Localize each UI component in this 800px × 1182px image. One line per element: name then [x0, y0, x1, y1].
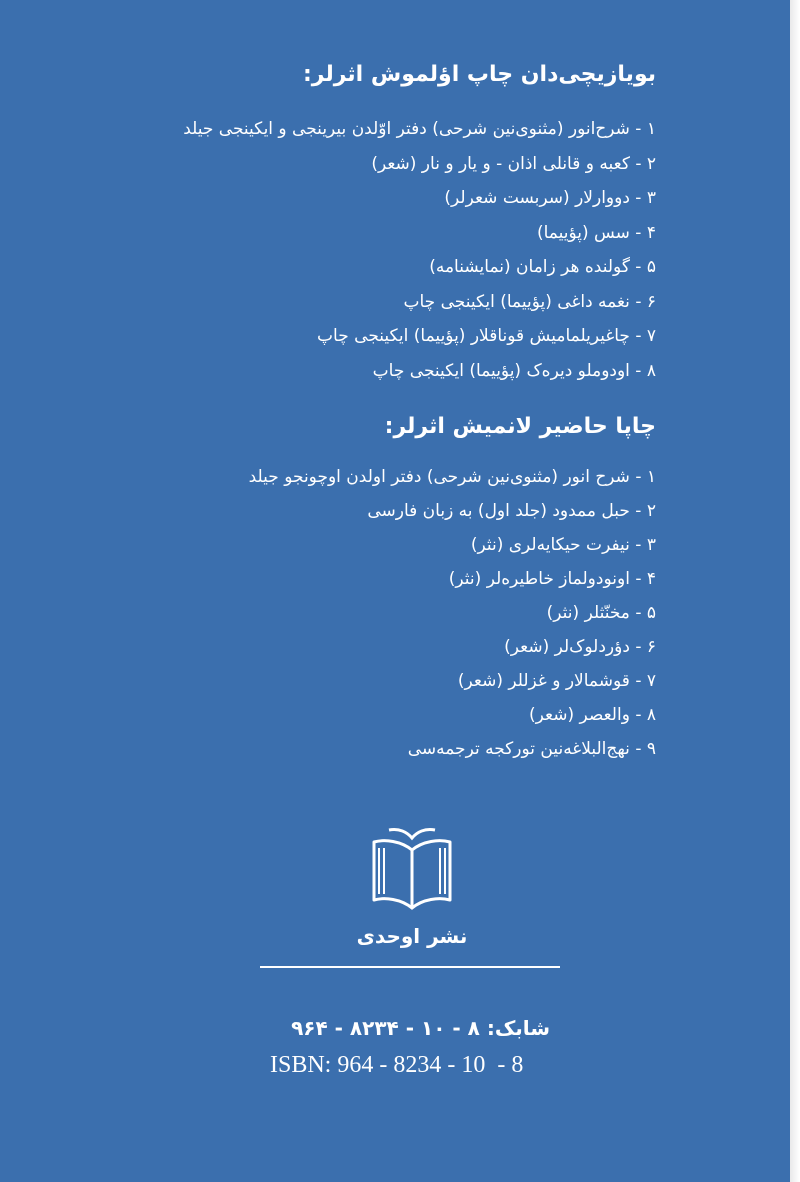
published-works-list — [183, 112, 656, 388]
list-item: ۲ - کعبه و قانلی اذان - و یار و نار (شعر) — [371, 153, 656, 174]
list-item: ۶ - نغمه داغی (پؤییما) ایکینجی چاپ — [403, 291, 656, 312]
list-item: ۴ - اونودولماز خاطیره‌لر (نثر) — [448, 569, 656, 589]
list-item: ۱ - شرح انور (مثنوی‌نین شرحی) دفتر اولدن اوچونجو جیلد — [248, 467, 656, 487]
publisher-name: نشر اوحدی — [356, 924, 468, 948]
list-item: ۳ - نیفرت حیکایه‌لری (نثر) — [470, 535, 656, 555]
list-item: ۹ - نهج‌البلاغه‌نین تورکجه ترجمه‌سی — [407, 739, 656, 759]
ready-works-heading: چاپا حاضیر لانمیش اثرلر: — [384, 414, 656, 439]
list-item: ۸ - اودوملو دیره‌ک (پؤییما) ایکینجی چاپ — [372, 360, 656, 381]
divider-line — [260, 966, 560, 968]
ready-works-list — [249, 460, 656, 766]
page-edge — [790, 0, 800, 1182]
list-item: ۵ - مخنّثلر (نثر) — [546, 603, 656, 623]
isbn-number: ISBN: 964 - 8234 - 10 - 8 — [270, 1052, 524, 1078]
list-item: ۶ - دؤردلوک‌لر (شعر) — [504, 637, 656, 657]
list-item: ۸ - والعصر (شعر) — [528, 705, 656, 725]
list-item: ۳ - دووارلار (سربست شعرلر) — [444, 188, 656, 208]
shabak-number: شابک: ۸ - ۱۰ - ۸۲۳۴ - ۹۶۴ — [291, 1016, 550, 1040]
list-item: ۷ - چاغیریلمامیش قوناقلار (پؤییما) ایکینجی چاپ — [317, 326, 656, 346]
list-item: ۲ - حبل ممدود (جلد اول) به زبان فارسی — [367, 501, 656, 521]
list-item: ۷ - قوشمالار و غزللر (شعر) — [457, 671, 656, 691]
published-works-heading: بویازیچی‌دان چاپ اؤلموش اثرلر: — [302, 62, 656, 87]
list-item: ۵ - گولنده هر زامان (نمایشنامه) — [429, 257, 656, 277]
list-item: ۱ - شرح‌انور (مثنوی‌نین شرحی) دفتر اوّلدن بیرینجی و ایکینجی جیلد — [183, 119, 656, 139]
open-book-icon — [371, 826, 453, 910]
list-item: ۴ - سس (پؤییما) — [536, 222, 656, 243]
